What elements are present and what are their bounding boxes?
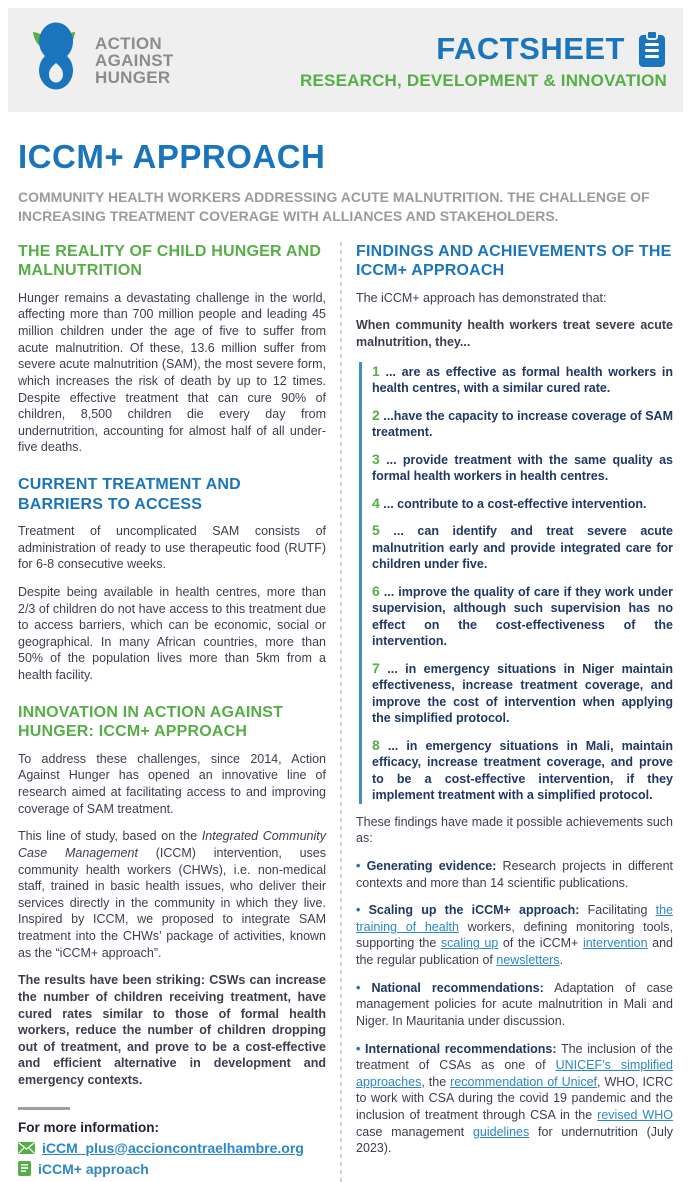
footer-divider xyxy=(18,1107,70,1110)
page-title: ICCM+ APPROACH xyxy=(18,138,326,175)
achievements-bullet-list xyxy=(356,858,673,1157)
text-run: (ICCM) intervention, uses community health workers (CHWs), i.e. non-medical staff, trained in basic health issues, who deliver their services directly in the community in which they live. Inspired by ICCM, we proposed to integrate SAM treatment into the CHWs’ package of activities, known as the “iCCM+ approach”. xyxy=(18,845,326,960)
finding-text: ... in emergency situations in Mali, maintain efficacy, increase treatment coverage, and prove to be a cost-effective intervention, if they implement treatment with a simplified protocol. xyxy=(372,738,673,803)
finding-number: 5 xyxy=(372,522,380,539)
text-run: case management xyxy=(356,1124,473,1139)
envelope-icon xyxy=(18,1142,35,1154)
inline-link[interactable]: UNICEF’s simplified approaches xyxy=(356,1058,674,1089)
bold-text: Generating evidence: xyxy=(366,858,497,873)
text-run: The inclusion of the treatment of CSAs as one of xyxy=(356,1041,673,1073)
email-row xyxy=(18,1140,326,1156)
achievement-bullet-item xyxy=(356,858,673,891)
document-icon xyxy=(18,1161,31,1176)
org-logo xyxy=(24,18,174,102)
text-run: , WHO, ICRC to work with CSA during the covid 19 pandemic and the inclusion of treatment through CSA in the xyxy=(356,1074,674,1123)
email-link[interactable]: iCCM_plus@accioncontraelhambre.org xyxy=(42,1139,304,1156)
text-run: Research projects in different contexts and more than 14 scientific publications. xyxy=(356,858,674,890)
finding-number: 3 xyxy=(372,450,380,467)
section-heading-findings: FINDINGS AND ACHIEVEMENTS OF THE ICCM+ APPROACH xyxy=(356,242,672,280)
masthead-subtitle: RESEARCH, DEVELOPMENT & INNOVATION xyxy=(300,70,667,90)
more-info-label: For more information: xyxy=(18,1119,159,1135)
innovation-paragraph-2 xyxy=(18,828,326,961)
numbered-finding-item xyxy=(372,450,673,485)
text-run: workers, defining monitoring tools, supporting the xyxy=(356,919,673,951)
text-run: for undernutrition (July 2023). xyxy=(356,1124,674,1156)
numbered-list xyxy=(359,362,673,804)
findings-lead: When community health workers treat severe acute malnutrition, they... xyxy=(356,318,673,350)
inline-link[interactable]: scaling up xyxy=(440,936,499,951)
finding-number: 4 xyxy=(372,494,380,511)
finding-text: ... improve the quality of care if they work under supervision, although such supervision has no effect on the cost-effectiveness of the intervention. xyxy=(372,584,673,649)
inline-link[interactable]: newsletters xyxy=(496,953,560,968)
finding-number: 6 xyxy=(372,582,380,599)
numbered-finding-item xyxy=(372,521,673,573)
text-run: . xyxy=(559,953,564,968)
treatment-paragraph-2: Despite being available in health centres, more than 2/3 of children do not have access to this treatment due to access barriers, which can be economic, social or geographical. In many African countries, more than 50% of the population lives more than 5km from a health facility. xyxy=(18,584,326,683)
text-run: Adaptation of case management policies for acute malnutrition in Mali and Niger. In Mauritania under discussion. xyxy=(356,980,673,1028)
numbered-finding-item xyxy=(372,582,673,650)
numbered-finding-item xyxy=(372,736,673,804)
text-run: and the regular publication of xyxy=(356,936,673,968)
finding-number: 8 xyxy=(372,736,380,753)
finding-number: 1 xyxy=(372,362,380,379)
finding-text: ... are as effective as formal health workers in health centres, with a similar cured rate. xyxy=(372,364,673,396)
section-heading-treatment: CURRENT TREATMENT AND BARRIERS TO ACCESS xyxy=(18,476,241,513)
page-subtitle: COMMUNITY HEALTH WORKERS ADDRESSING ACUTE MALNUTRITION. THE CHALLENGE OF INCREASING TREATMENT COVERAGE WITH ALLIANCES AND STAKEHOLDERS. xyxy=(18,189,650,224)
inline-link[interactable]: intervention xyxy=(582,936,648,951)
achievement-bullet-item xyxy=(356,980,673,1030)
bullet-dot-icon: • xyxy=(356,980,372,995)
masthead xyxy=(300,30,667,91)
achievements-intro: These findings have made it possible achievements such as: xyxy=(356,814,673,846)
achievement-bullet-item xyxy=(356,902,673,969)
text-run: of the iCCM+ xyxy=(498,936,583,951)
bold-text: Scaling up the iCCM+ approach: xyxy=(368,903,580,918)
findings-intro: The iCCM+ approach has demonstrated that: xyxy=(356,290,607,305)
text-run: , the xyxy=(421,1074,451,1089)
bold-text: International recommendations: xyxy=(365,1041,557,1056)
italic-text: Integrated Community Case Management xyxy=(18,829,326,860)
innovation-paragraph-1: To address these challenges, since 2014, Action Against Hunger has opened an innovative line of research aimed at facilitating access to and improving coverage of SAM treatment. xyxy=(18,751,326,816)
bullet-dot-icon: • xyxy=(356,1041,366,1056)
logo-line-1: ACTION xyxy=(95,33,162,53)
finding-text: ... provide treatment with the same quality as formal health workers in health centres. xyxy=(372,452,673,484)
finding-text: ... in emergency situations in Niger maintain effectiveness, increase treatment coverage, and improve the cost of intervention when applying the simplified protocol. xyxy=(372,661,673,726)
numbered-finding-item xyxy=(372,362,673,397)
numbered-finding-item xyxy=(372,494,673,513)
logo-line-3: HUNGER xyxy=(95,67,171,87)
logo-line-2: AGAINST xyxy=(95,50,174,70)
inline-link[interactable]: recommendation of Unicef xyxy=(450,1074,598,1089)
finding-text: ...have the capacity to increase coverage of SAM treatment. xyxy=(372,408,673,440)
approach-link-row xyxy=(18,1161,326,1177)
numbered-finding-item xyxy=(372,406,673,441)
numbered-finding-item xyxy=(372,659,673,727)
finding-text: ... contribute to a cost-effective intervention. xyxy=(379,496,647,511)
achievement-bullet-item xyxy=(356,1041,673,1157)
inline-link[interactable]: revised WHO xyxy=(597,1108,673,1123)
results-paragraph: The results have been striking: CSWs can increase the number of children receiving treatment, have cured rates similar to those of formal health workers, reduce the number of children dropping out of treatment, and prove to be a cost-effective and efficient alternative in development and emergency contexts. xyxy=(18,973,326,1087)
reality-paragraph: Hunger remains a devastating challenge in the world, affecting more than 700 million people and leading 45 million children under the age of five to suffer from acute malnutrition. Of these, 13.6 million suffer from severe acute malnutrition (SAM), the most severe form, which increases the risk of death by up to 12 times. Despite effective treatment that can cure 90% of children, 8,500 children die every day from undernutrition, accounting for almost half of all under-five deaths. xyxy=(18,290,326,455)
org-logo-wordmark xyxy=(95,35,174,86)
inline-link[interactable]: the training of health xyxy=(356,903,673,934)
section-heading-innovation: INNOVATION IN ACTION AGAINST HUNGER: ICCM+ APPROACH xyxy=(18,703,284,741)
left-column xyxy=(15,242,340,1182)
finding-text: ... can identify and treat severe acute malnutrition early and provide integrated care for children under five. xyxy=(372,524,673,572)
right-column xyxy=(342,242,676,1182)
treatment-paragraph-1: Treatment of uncomplicated SAM consists of administration of ready to use therapeutic food (RUTF) for 6-8 consecutive weeks. xyxy=(18,524,326,572)
finding-number: 2 xyxy=(372,406,380,423)
bullet-dot-icon: • xyxy=(356,858,367,873)
content-columns xyxy=(0,242,691,1182)
iccm-approach-link[interactable]: iCCM+ approach xyxy=(38,1160,149,1177)
clipboard-icon xyxy=(637,30,667,68)
bullet-dot-icon: • xyxy=(356,903,369,918)
action-against-hunger-logo-icon xyxy=(24,18,88,102)
text-run: Facilitating xyxy=(579,903,656,918)
text-run: This line of study, based on the xyxy=(18,829,202,844)
section-heading-reality: THE REALITY OF CHILD HUNGER AND MALNUTRITION xyxy=(18,242,322,280)
inline-link[interactable]: guidelines xyxy=(472,1124,530,1139)
factsheet-title: FACTSHEET xyxy=(436,30,625,66)
finding-number: 7 xyxy=(372,659,380,676)
header-banner xyxy=(8,8,683,112)
bold-text: National recommendations: xyxy=(371,980,544,995)
